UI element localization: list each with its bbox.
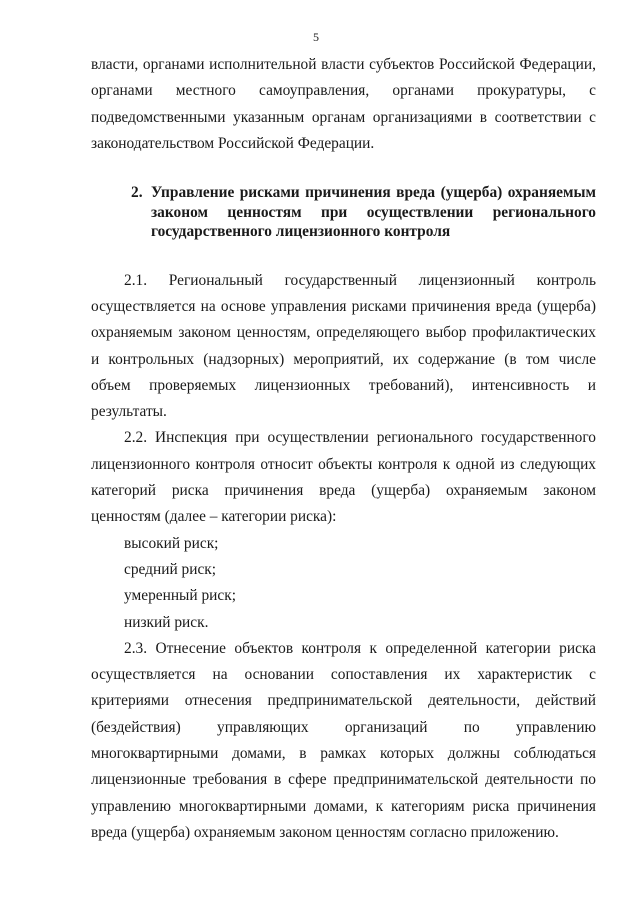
section-heading [91,183,596,242]
paragraph-2-1-first-line: 2.1. Региональный государственный лицензионный контроль [124,271,596,289]
intro-line: органами местного самоуправления, органами прокуратуры, с [91,82,596,100]
intro-line: подведомственными указанным органам организациями в соответствии с [91,108,596,126]
paragraph-2-1-body: осуществляется на основе управления рисками причинения вреда (ущерба) охраняемым законом ценностям, определяющего выбор профилактических и контрольных (надзорных) мероприятий, их содержание (в том числе объем проверяемых лицензионных требований), интенсивность и результаты. [91,297,596,421]
paragraph-2-1 [91,268,596,426]
document-body [91,52,596,846]
section-title-line: государственного лицензионного контроля [151,223,451,241]
section-title-line: законом ценностям при осуществлении регионального [151,203,596,221]
risk-category-item: умеренный риск; [124,587,237,605]
section-number: 2. [131,184,143,202]
intro-line: власти, органами исполнительной власти субъектов Российской Федерации, [91,56,596,73]
paragraph-2-3: 2.3. Отнесение объектов контроля к определенной категории риска осуществляется на основании сопоставления их характеристик с критериями отнесения предпринимательской деятельности, действий (бездействия) управляющих организаций по управлению многоквартирными домами, в рамках которых должны соблюдаться лицензионные требования в сфере предпринимательской деятельности по управлению многоквартирными домами, к категориям риска причинения вреда (ущерба) охраняемым законом ценностям согласно приложению. [91,639,596,841]
risk-category-item: низкий риск. [124,613,209,631]
page-number: 5 [313,30,319,44]
paragraph-2-2: 2.2. Инспекция при осуществлении регионального государственного лицензионного контроля относит объекты контроля к одной из следующих категорий риска причинения вреда (ущерба) охраняемым законом ценностям (далее – категории риска): [91,429,596,526]
intro-paragraph [91,52,596,157]
intro-line: законодательством Российской Федерации. [91,134,375,152]
risk-category-item: средний риск; [124,560,217,578]
risk-category-item: высокий риск; [124,534,219,552]
section-title-line: Управление рисками причинения вреда (ущерба) охраняемым [151,184,596,202]
risk-category-list [91,531,596,636]
